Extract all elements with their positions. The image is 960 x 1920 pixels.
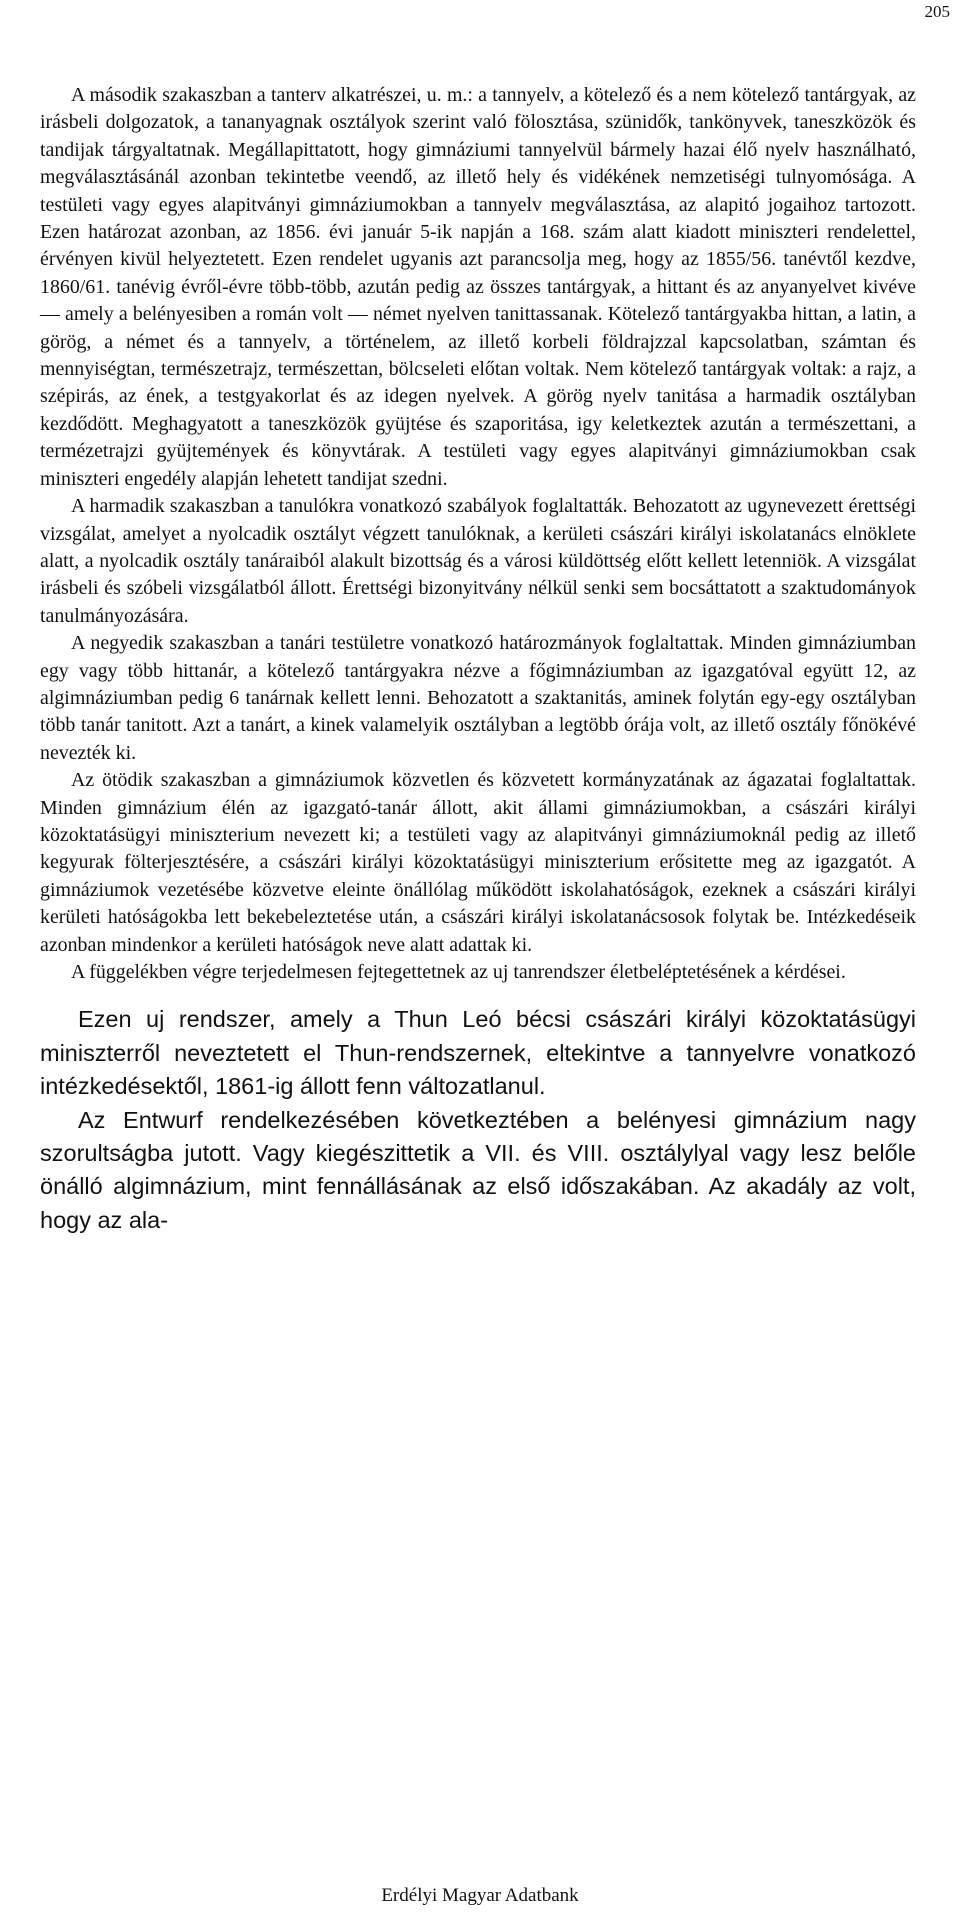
paragraph-entwurf: Az Entwurf rendelkezésében következtében a belényesi gimnázium nagy szorultságba jutott. Vagy kiegészittetik a VII. és VIII. osztálylyal vagy lesz belőle önálló algimnázium, mint fennállásának az első időszakában. Az akadály az volt, hogy az ala- [40,1106,916,1233]
page-number: 205 [924,2,950,21]
paragraph-appendix: A függelékben végre terjedelmesen fejtegettetnek az uj tanrendszer életbeléptetésének a kérdései. [71,961,846,983]
small-print-section [40,82,916,986]
paragraph-second-section: A második szakaszban a tanterv alkatrészei, u. m.: a tannyelv, a kötelező és a nem kötelező tantárgyak, az irásbeli dolgozatok, a tananyagnak osztályok szerint való fölosztása, szünidők, tankönyvek, taneszközök és tandijak tárgyaltatnak. Megállapittatott, hogy gimnáziumi tannyelvül bármely hazai élő nyelv használható, megválasztásánál azonban tekintetbe veendő, az illető hely és vidékének nemzetiségi tulnyomósága. A testületi vagy egyes alapitványi gimnáziumokban a tannyelv megválasztása, az alapitó jogaihoz tartozott. Ezen határozat azonban, az 1856. évi január 5-ik napján a 168. szám alatt kiadott miniszteri rendelettel, érvényen kivül helyeztetett. Ezen rendelet ugyanis azt parancsolja meg, hogy az 1855/56. tanévtől kezdve, 1860/61. tanévig évről-évre több-több, azután pedig az összes tantárgyak, a hittant és az anyanyelvet kivéve — amely a belényesiben a román volt — német nyelven tanittassanak. Kötelező tantárgyakba hittan, a latin, a görög, a német és a tannyelv, a történelem, az illető korbeli földrajzzal kapcsolatban, számtan és mennyiségtan, természetrajz, természettan, bölcseleti előtan voltak. Nem kötelező tantárgyak voltak: a rajz, a szépirás, az ének, a testgyakorlat és az idegen nyelvek. A görög nyelv tanitása a harmadik osztályban kezdődött. Meghagyatott a taneszközök gyüjtése és szaporitása, igy keletkeztek azután a természettani, a termézetrajzi gyüjtemények és könyvtárak. A testületi vagy egyes alapitványi gimnáziumokban csak miniszteri engedély alapján lehetett tandijat szedni. [40,84,916,490]
page-body [40,82,916,1237]
large-print-section [40,1003,916,1237]
paragraph-fifth-section: Az ötödik szakaszban a gimnáziumok közvetlen és közvetett kormányzatának az ágazatai foglaltattak. Minden gimnázium élén az igazgató-tanár állott, akit állami gimnáziumokban, a császári királyi közoktatásügyi miniszterium nevezett ki; a testületi vagy az alapitványi gimnáziumoknál pedig az illető kegyurak fölterjesztésére, a császári királyi közoktatásügyi miniszterium erősitette meg az igazgatót. A gimnáziumok vezetésébe közvetve eleinte önállólag működött iskolahatóságok, ezeknek a császári királyi kerületi hatóságokba lett bekebeleztetése után, a császári királyi iskolatanácsosok folytak be. Intézkedéseik azonban mindenkor a kerületi hatóságok neve alatt adattak ki. [40,769,916,956]
paragraph-fourth-section: A negyedik szakaszban a tanári testületre vonatkozó határozmányok foglaltattak. Minden gimnáziumban egy vagy több hittanár, a kötelező tantárgyakra nézve a főgimnáziumban az igazgatóval együtt 12, az algimnáziumban pedig 6 tanárnak kellett lenni. Behozatott a szaktanitás, aminek folytán egy-egy osztályban több tanár tanitott. Azt a tanárt, a kinek valamelyik osztályban a legtöbb órája volt, az illető osztály főnökévé nevezték ki. [40,632,916,764]
footer-source: Erdélyi Magyar Adatbank [381,1885,579,1906]
paragraph-thun-system: Ezen uj rendszer, amely a Thun Leó bécsi császári királyi közoktatásügyi miniszterről neveztetett el Thun-rendszernek, eltekintve a tannyelvre vonatkozó intézkedésektől, 1861-ig állott fenn változatlanul. [40,1006,916,1100]
paragraph-third-section: A harmadik szakaszban a tanulókra vonatkozó szabályok foglaltatták. Behozatott az ugynevezett érettségi vizsgálat, amelyet a nyolcadik osztályt végzett tanulóknak, a kerületi császári királyi iskolatanács elnöklete alatt, a nyolcadik osztály tanáraiból alakult bizottság és a városi küldöttség előtt kellett letenniök. A vizsgálat irásbeli és szóbeli vizsgálatból állott. Érettségi bizonyitvány nélkül senki sem bocsáttatott a szaktudományok tanulmányozására. [40,495,916,627]
